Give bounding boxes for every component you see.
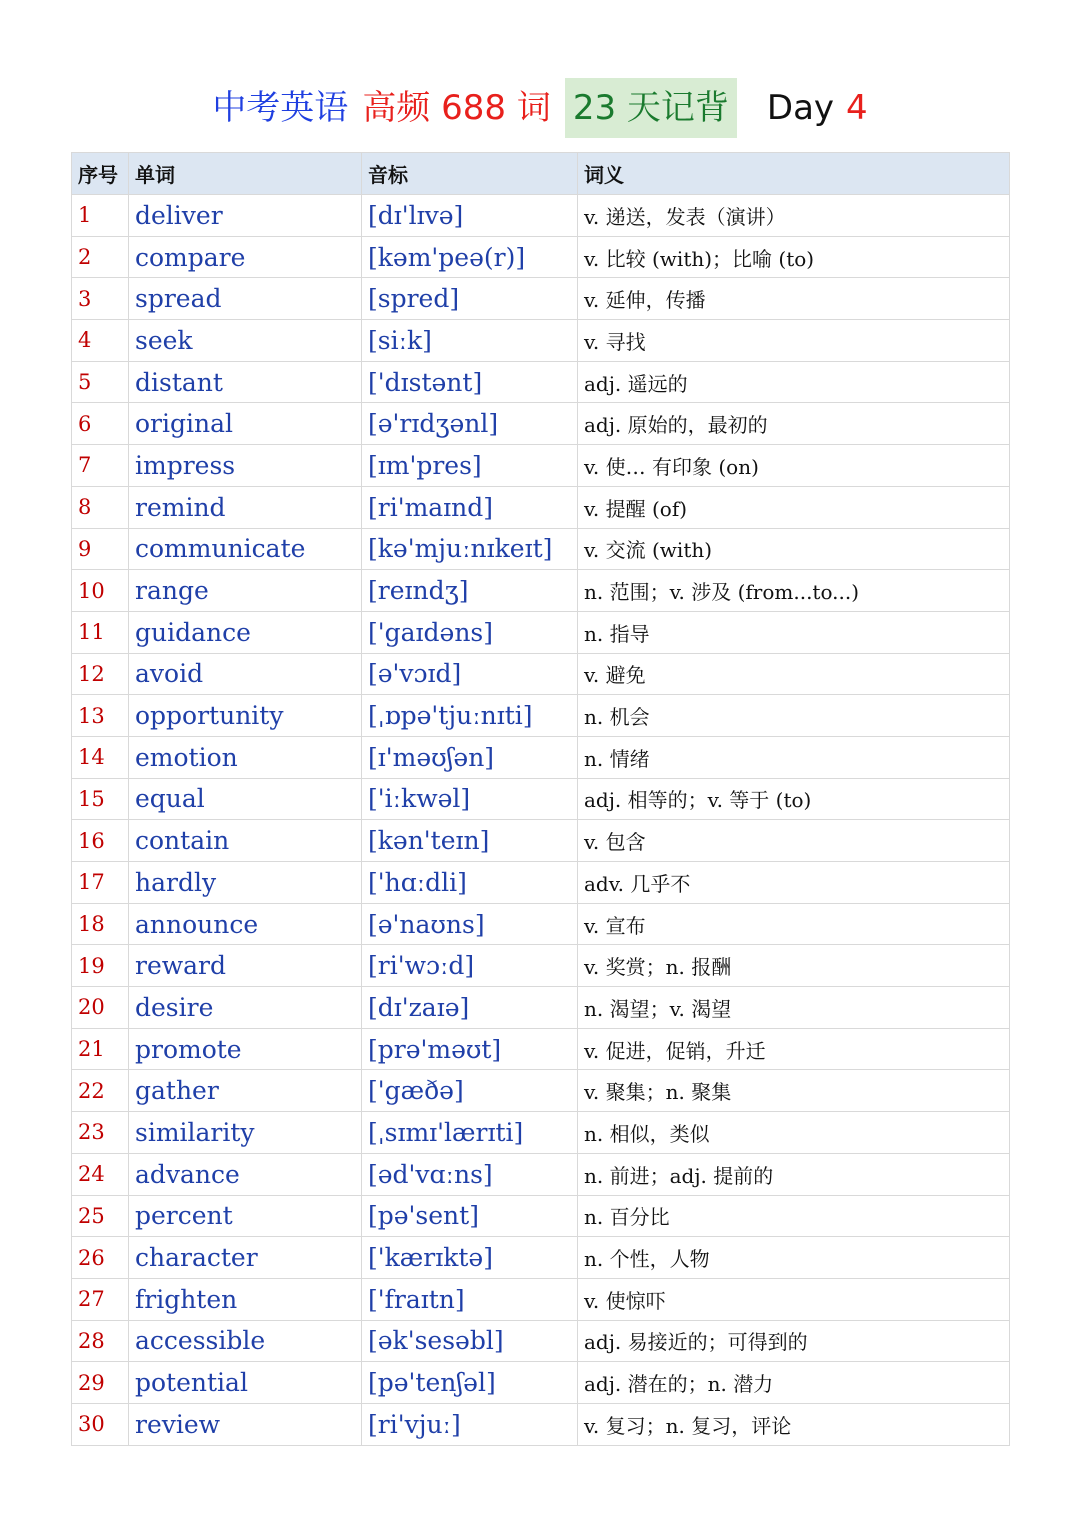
table-row: [72, 778, 1010, 820]
table-row: [72, 1070, 1010, 1112]
word-number: 19: [72, 945, 129, 987]
word-text: contain: [129, 820, 362, 862]
word-phonetic: [ɪ'məʊʃən]: [362, 736, 578, 778]
word-phonetic: [ək'sesəbl]: [362, 1320, 578, 1362]
word-text: reward: [129, 945, 362, 987]
word-meaning: v. 提醒 (of): [578, 486, 1010, 528]
table-row: [72, 361, 1010, 403]
table-row: [72, 736, 1010, 778]
word-phonetic: [ə'rɪdʒənl]: [362, 403, 578, 445]
word-text: deliver: [129, 195, 362, 237]
word-phonetic: [dɪ'lɪvə]: [362, 195, 578, 237]
word-phonetic: ['fraɪtn]: [362, 1278, 578, 1320]
header-meaning: 词义: [578, 153, 1010, 195]
table-row: [72, 195, 1010, 237]
word-text: guidance: [129, 611, 362, 653]
vocabulary-rows: [72, 195, 1010, 1446]
word-number: 27: [72, 1278, 129, 1320]
word-meaning: n. 机会: [578, 695, 1010, 737]
word-phonetic: [ə'vɔɪd]: [362, 653, 578, 695]
word-meaning: v. 复习；n. 复习，评论: [578, 1403, 1010, 1445]
word-text: advance: [129, 1153, 362, 1195]
word-phonetic: [siːk]: [362, 320, 578, 362]
word-number: 12: [72, 653, 129, 695]
word-number: 11: [72, 611, 129, 653]
word-phonetic: [ˌsɪmɪ'lærɪti]: [362, 1112, 578, 1154]
word-text: equal: [129, 778, 362, 820]
word-number: 23: [72, 1112, 129, 1154]
word-text: avoid: [129, 653, 362, 695]
word-number: 5: [72, 361, 129, 403]
table-row: [72, 1112, 1010, 1154]
word-phonetic: [kə'mjuːnɪkeɪt]: [362, 528, 578, 570]
word-number: 10: [72, 570, 129, 612]
table-header-row: [72, 153, 1010, 195]
table-row: [72, 1237, 1010, 1279]
page-title: [0, 78, 1080, 138]
word-meaning: n. 范围；v. 涉及 (from...to...): [578, 570, 1010, 612]
word-phonetic: [spred]: [362, 278, 578, 320]
table-row: [72, 1153, 1010, 1195]
word-phonetic: ['hɑːdli]: [362, 862, 578, 904]
table-row: [72, 987, 1010, 1029]
word-number: 29: [72, 1362, 129, 1404]
word-number: 25: [72, 1195, 129, 1237]
word-number: 30: [72, 1403, 129, 1445]
word-number: 15: [72, 778, 129, 820]
word-meaning: v. 交流 (with): [578, 528, 1010, 570]
word-text: announce: [129, 903, 362, 945]
word-phonetic: [kəm'peə(r)]: [362, 236, 578, 278]
table-row: [72, 236, 1010, 278]
table-row: [72, 1195, 1010, 1237]
word-meaning: n. 渴望；v. 渴望: [578, 987, 1010, 1029]
word-meaning: v. 奖赏；n. 报酬: [578, 945, 1010, 987]
table-row: [72, 820, 1010, 862]
word-meaning: adj. 易接近的；可得到的: [578, 1320, 1010, 1362]
word-phonetic: [reɪndʒ]: [362, 570, 578, 612]
word-phonetic: [ˌɒpə'tjuːnɪti]: [362, 695, 578, 737]
word-number: 21: [72, 1028, 129, 1070]
word-phonetic: [pə'tenʃəl]: [362, 1362, 578, 1404]
word-meaning: n. 前进；adj. 提前的: [578, 1153, 1010, 1195]
word-phonetic: [kən'teɪn]: [362, 820, 578, 862]
table-row: [72, 570, 1010, 612]
table-row: [72, 1362, 1010, 1404]
word-number: 1: [72, 195, 129, 237]
table-row: [72, 903, 1010, 945]
word-meaning: v. 递送，发表（演讲）: [578, 195, 1010, 237]
table-row: [72, 403, 1010, 445]
word-text: spread: [129, 278, 362, 320]
word-text: emotion: [129, 736, 362, 778]
word-text: review: [129, 1403, 362, 1445]
word-text: potential: [129, 1362, 362, 1404]
word-meaning: adj. 遥远的: [578, 361, 1010, 403]
word-number: 2: [72, 236, 129, 278]
word-text: opportunity: [129, 695, 362, 737]
word-meaning: v. 延伸，传播: [578, 278, 1010, 320]
word-number: 22: [72, 1070, 129, 1112]
word-meaning: n. 相似，类似: [578, 1112, 1010, 1154]
table-row: [72, 1278, 1010, 1320]
table-row: [72, 1320, 1010, 1362]
table-row: [72, 320, 1010, 362]
word-number: 16: [72, 820, 129, 862]
word-meaning: v. 使惊吓: [578, 1278, 1010, 1320]
word-phonetic: [ri'wɔːd]: [362, 945, 578, 987]
word-text: original: [129, 403, 362, 445]
word-phonetic: [əd'vɑːns]: [362, 1153, 578, 1195]
word-text: range: [129, 570, 362, 612]
word-phonetic: [ə'naʊns]: [362, 903, 578, 945]
word-meaning: adj. 相等的；v. 等于 (to): [578, 778, 1010, 820]
word-meaning: n. 指导: [578, 611, 1010, 653]
word-text: promote: [129, 1028, 362, 1070]
word-meaning: v. 避免: [578, 653, 1010, 695]
word-phonetic: [ri'maɪnd]: [362, 486, 578, 528]
table-row: [72, 653, 1010, 695]
word-number: 24: [72, 1153, 129, 1195]
table-row: [72, 278, 1010, 320]
word-number: 28: [72, 1320, 129, 1362]
word-meaning: v. 聚集；n. 聚集: [578, 1070, 1010, 1112]
word-text: seek: [129, 320, 362, 362]
title-exam-english: 中考英语: [212, 88, 349, 128]
word-number: 17: [72, 862, 129, 904]
word-text: remind: [129, 486, 362, 528]
word-meaning: adj. 潜在的；n. 潜力: [578, 1362, 1010, 1404]
word-text: desire: [129, 987, 362, 1029]
title-day-label: Day: [766, 88, 835, 128]
word-phonetic: [ɪm'pres]: [362, 445, 578, 487]
table-row: [72, 695, 1010, 737]
word-meaning: v. 比较 (with)；比喻 (to): [578, 236, 1010, 278]
word-text: hardly: [129, 862, 362, 904]
table-row: [72, 486, 1010, 528]
word-phonetic: [prə'məʊt]: [362, 1028, 578, 1070]
title-word-count: 高频 688 词: [362, 88, 551, 128]
word-meaning: v. 寻找: [578, 320, 1010, 362]
table-row: [72, 945, 1010, 987]
word-meaning: v. 促进，促销，升迁: [578, 1028, 1010, 1070]
word-phonetic: [ri'vjuː]: [362, 1403, 578, 1445]
table-row: [72, 445, 1010, 487]
word-number: 13: [72, 695, 129, 737]
header-word: 单词: [129, 153, 362, 195]
header-number: 序号: [72, 153, 129, 195]
word-number: 9: [72, 528, 129, 570]
word-number: 3: [72, 278, 129, 320]
word-phonetic: [dɪ'zaɪə]: [362, 987, 578, 1029]
word-text: distant: [129, 361, 362, 403]
word-text: gather: [129, 1070, 362, 1112]
word-text: similarity: [129, 1112, 362, 1154]
word-number: 7: [72, 445, 129, 487]
word-number: 4: [72, 320, 129, 362]
vocabulary-table: [71, 152, 1010, 1446]
word-number: 20: [72, 987, 129, 1029]
word-meaning: adj. 原始的，最初的: [578, 403, 1010, 445]
word-text: accessible: [129, 1320, 362, 1362]
word-number: 14: [72, 736, 129, 778]
word-number: 18: [72, 903, 129, 945]
word-number: 26: [72, 1237, 129, 1279]
word-phonetic: ['dɪstənt]: [362, 361, 578, 403]
table-row: [72, 1403, 1010, 1445]
title-days-badge: 23 天记背: [565, 78, 737, 138]
word-text: communicate: [129, 528, 362, 570]
word-text: percent: [129, 1195, 362, 1237]
table-row: [72, 611, 1010, 653]
word-phonetic: [pə'sent]: [362, 1195, 578, 1237]
word-phonetic: ['gæðə]: [362, 1070, 578, 1112]
header-phonetic: 音标: [362, 153, 578, 195]
table-row: [72, 862, 1010, 904]
word-text: compare: [129, 236, 362, 278]
word-meaning: n. 百分比: [578, 1195, 1010, 1237]
title-day-number: 4: [846, 88, 868, 128]
word-text: character: [129, 1237, 362, 1279]
word-meaning: v. 宣布: [578, 903, 1010, 945]
word-meaning: n. 个性，人物: [578, 1237, 1010, 1279]
word-number: 8: [72, 486, 129, 528]
word-phonetic: ['gaɪdəns]: [362, 611, 578, 653]
table-row: [72, 528, 1010, 570]
table-row: [72, 1028, 1010, 1070]
word-phonetic: ['kærɪktə]: [362, 1237, 578, 1279]
word-meaning: v. 使… 有印象 (on): [578, 445, 1010, 487]
word-meaning: v. 包含: [578, 820, 1010, 862]
word-meaning: n. 情绪: [578, 736, 1010, 778]
word-phonetic: ['iːkwəl]: [362, 778, 578, 820]
word-text: impress: [129, 445, 362, 487]
word-text: frighten: [129, 1278, 362, 1320]
word-number: 6: [72, 403, 129, 445]
word-meaning: adv. 几乎不: [578, 862, 1010, 904]
